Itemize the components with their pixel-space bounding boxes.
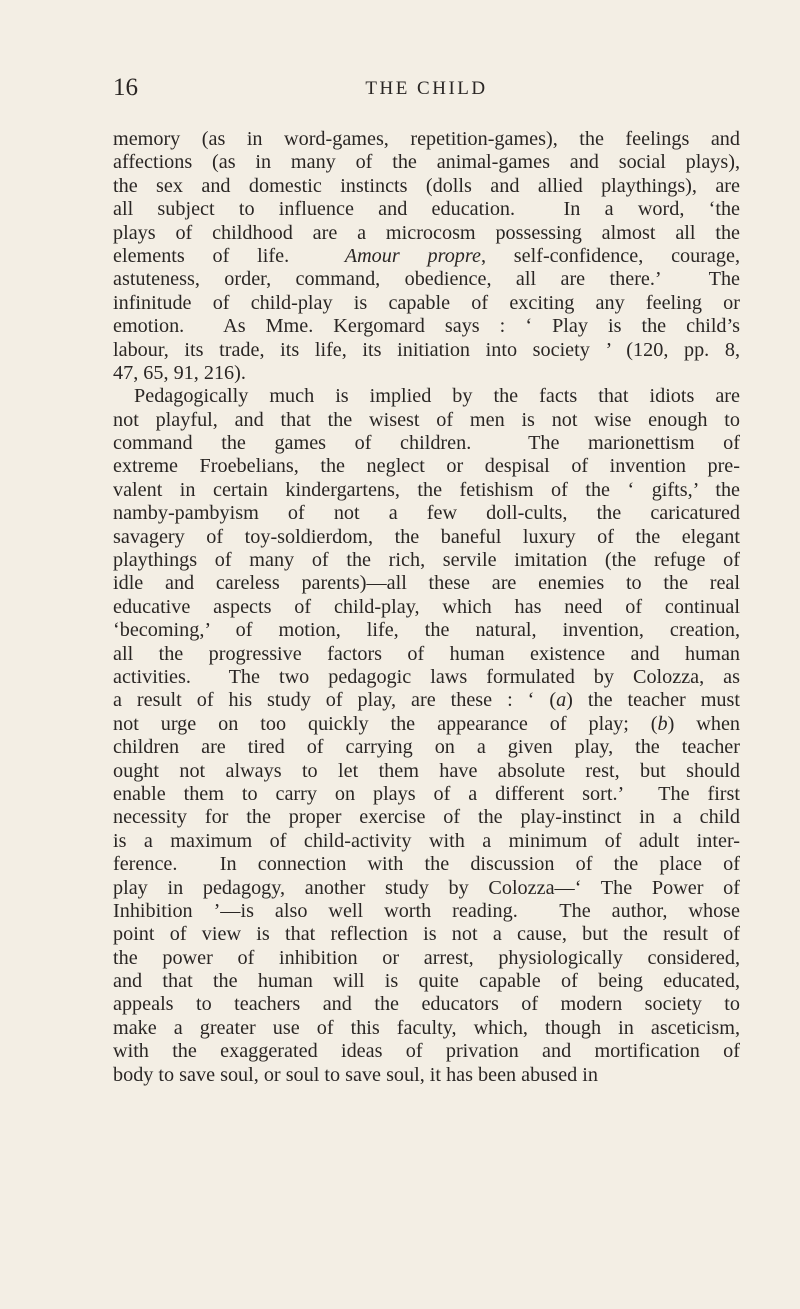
text-line [113,455,740,478]
text-segment: make a greater use of this faculty, which, though in asceticism, [113,1016,740,1039]
text-segment: the power of inhibition or arrest, physiologically considered, [113,946,740,969]
text-segment: not playful, and that the wisest of men is not wise enough to [113,408,740,431]
running-head: THE CHILD [365,78,488,99]
text-segment: , self-confidence, courage, [480,244,740,267]
text-segment: all the progressive factors of human existence and human [113,642,740,665]
text-segment: ference. In connection with the discussion of the place of [113,853,740,876]
paragraph [113,385,740,1087]
text-line [113,736,740,759]
text-segment: educative aspects of child-play, which has need of continual [113,595,740,618]
text-line [113,409,740,432]
text-segment: the sex and domestic instincts (dolls and allied playthings), are [113,174,740,197]
text-line [113,713,740,736]
text-line [113,853,740,876]
text-segment: labour, its trade, its life, its initiation into society ’ (120, pp. 8, [113,338,740,361]
text-line [113,830,740,853]
text-line [113,315,740,338]
text-line [113,666,740,689]
text-line [113,339,740,362]
text-line [113,806,740,829]
text-line [113,245,740,268]
text-line [113,432,740,455]
text-segment: with the exaggerated ideas of privation and mortification of [113,1040,740,1063]
text-segment: body to save soul, or soul to save soul, it has been abused in [113,1063,598,1086]
text-line [113,479,740,502]
text-line [113,970,740,993]
page-header [113,74,740,108]
text-segment: play in pedagogy, another study by Colozza—‘ The Power of [113,876,740,899]
text-segment: and that the human will is quite capable of being educated, [113,970,740,993]
text-segment: 47, 65, 91, 216). [113,361,246,384]
text-line [113,689,740,712]
italic-text: a [556,689,567,712]
text-segment: astuteness, order, command, obedience, all are there.’ The [113,268,740,291]
text-segment: namby-pambyism of not a few doll-cults, the caricatured [113,502,740,525]
text-line [113,222,740,245]
text-segment: infinitude of child-play is capable of exciting any feeling or [113,291,740,314]
text-segment: idle and careless parents)—all these are enemies to the real [113,572,740,595]
text-segment: ) when [667,712,741,735]
text-line [113,502,740,525]
text-line [113,292,740,315]
text-line [113,783,740,806]
text-segment: all subject to influence and education. In a word, ‘the [113,198,740,221]
text-line [113,572,740,595]
text-line [113,619,740,642]
text-line [113,526,740,549]
text-segment: emotion. As Mme. Kergomard says : ‘ Play is the child’s [113,315,740,338]
text-segment: elements of life. [113,244,345,267]
text-segment: enable them to carry on plays of a different sort.’ The first [113,782,740,805]
text-segment: activities. The two pedagogic laws formulated by Colozza, as [113,665,740,688]
text-line [113,198,740,221]
text-segment: savagery of toy-soldierdom, the baneful luxury of the elegant [113,525,740,548]
text-segment: playthings of many of the rich, servile imitation (the refuge of [113,549,740,572]
text-segment: a result of his study of play, are these : ‘ ( [113,689,557,712]
text-line [113,900,740,923]
text-segment: appeals to teachers and the educators of modern society to [113,993,740,1016]
text-line [113,1064,740,1087]
text-line [113,596,740,619]
text-segment: is a maximum of child-activity with a minimum of adult inter- [113,829,740,852]
text-line [113,1017,740,1040]
text-line [113,1040,740,1063]
paragraph [113,128,740,385]
text-line [113,362,740,385]
text-segment: ought not always to let them have absolute rest, but should [113,759,740,782]
text-line [113,643,740,666]
text-segment: necessity for the proper exercise of the play-instinct in a child [113,806,740,829]
text-segment: command the games of children. The marionettism of [113,432,740,455]
text-segment: ‘becoming,’ of motion, life, the natural, invention, creation, [113,619,740,642]
text-line [113,549,740,572]
page-number: 16 [113,74,138,101]
text-line [113,175,740,198]
text-line [113,128,740,151]
text-line [113,268,740,291]
text-segment: point of view is that reflection is not a cause, but the result of [113,923,740,946]
text-segment: Inhibition ’—is also well worth reading. The author, whose [113,899,740,922]
text-segment: not urge on too quickly the appearance of play; ( [113,712,658,735]
text-segment: ) the teacher must [566,689,740,712]
text-segment: extreme Froebelians, the neglect or despisal of invention pre- [113,455,740,478]
text-line [113,923,740,946]
italic-text: b [657,712,668,735]
italic-text: Amour propre [344,244,481,267]
text-segment: valent in certain kindergartens, the fetishism of the ‘ gifts,’ the [113,478,740,501]
text-segment: affections (as in many of the animal-games and social plays), [113,151,740,174]
body-text [113,128,740,1087]
text-line [113,993,740,1016]
text-segment: Pedagogically much is implied by the facts that idiots are [134,385,740,408]
text-line [113,947,740,970]
text-line [113,151,740,174]
text-segment: memory (as in word-games, repetition-games), the feelings and [113,128,740,150]
text-line [113,877,740,900]
text-line [113,385,740,408]
text-segment: plays of childhood are a microcosm possessing almost all the [113,221,740,244]
text-line [113,760,740,783]
text-segment: children are tired of carrying on a given play, the teacher [113,736,740,759]
